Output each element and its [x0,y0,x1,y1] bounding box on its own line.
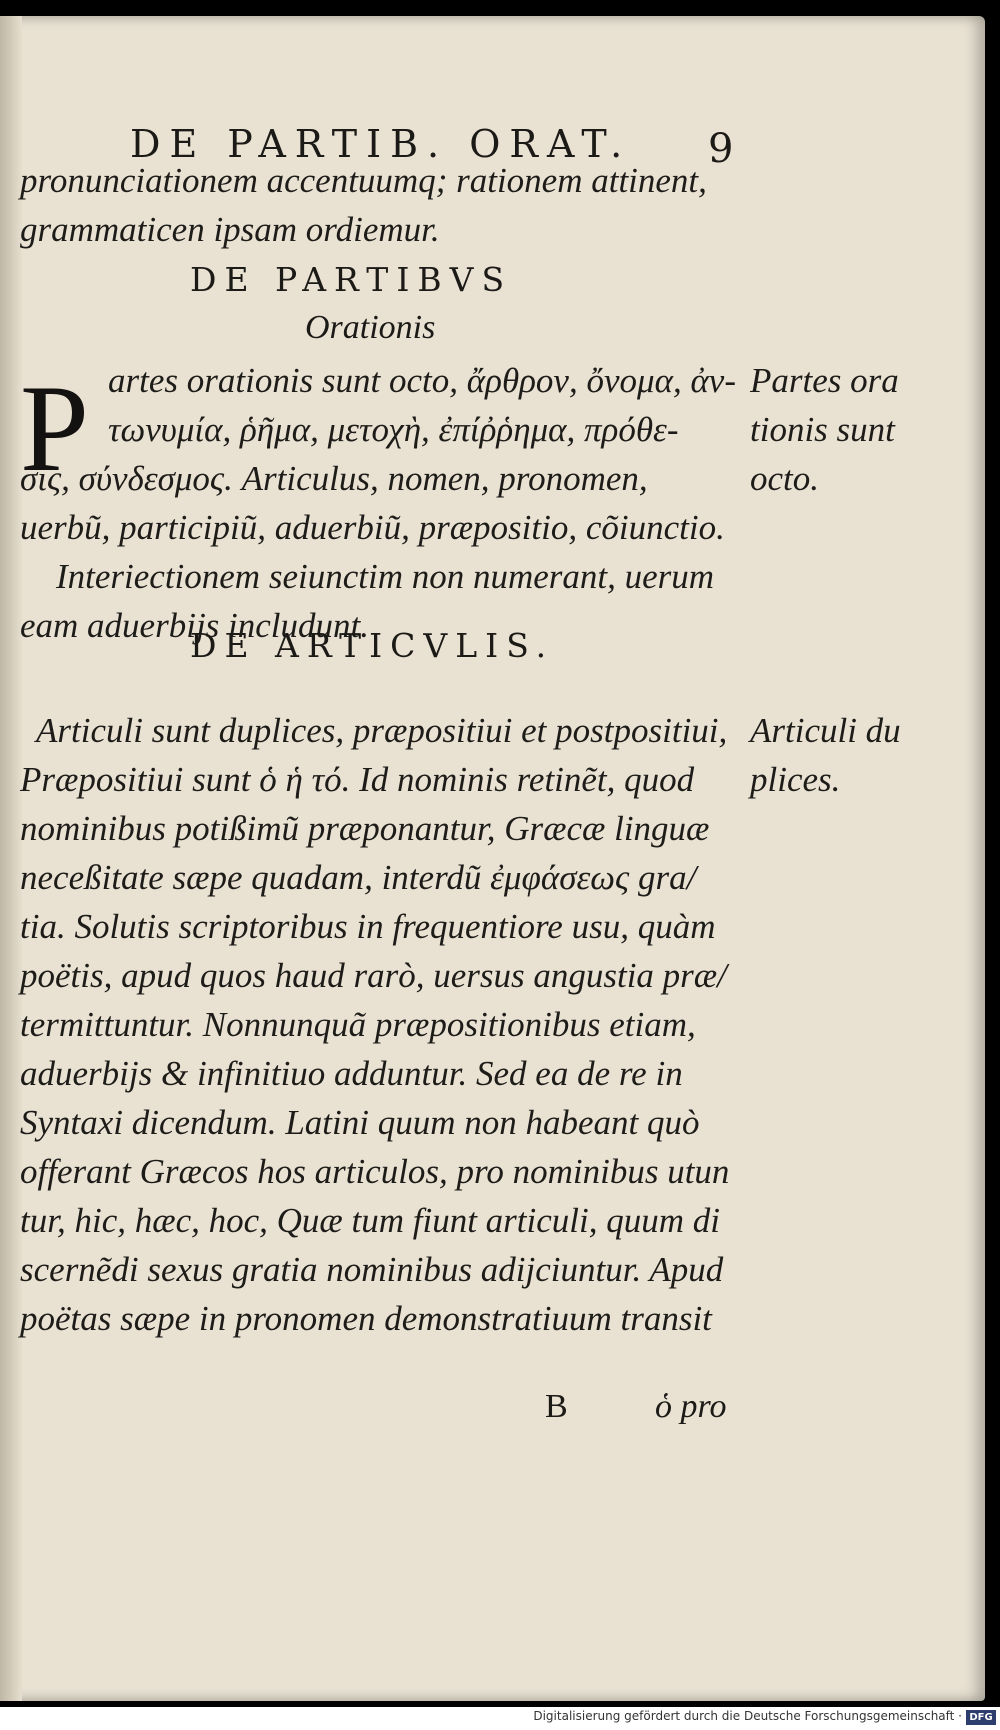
text-line: σις, σύνδεσμος. Articulus, nomen, pronomen, [20,459,648,498]
text-line: nominibus potißimũ præponantur, Græcæ linguæ [20,809,710,848]
text-line: tur, hic, hæc, hoc, Quæ tum fiunt articuli, quum di [20,1201,720,1240]
page-gutter [0,16,22,1701]
text-line: neceßitate sæpe quadam, interdũ ἐμφάσεως gra/ [20,858,697,897]
text-line: grammaticen ipsam ordiemur. [20,210,440,249]
footer-credit: Digitalisierung gefördert durch die Deutsche Forschungsgemeinschaft · [533,1709,962,1723]
text-line: poëtis, apud quos haud rarò, uersus angustia præ/ [20,956,727,995]
margin-note-partes [750,356,899,503]
text-line: offerant Græcos hos articulos, pro nominibus utun [20,1152,730,1191]
margin-line: tionis sunt [750,410,895,449]
text-line: Interiectionem seiunctim non numerant, uerum [56,557,715,596]
digitization-footer [0,1707,1000,1730]
margin-line: plices. [750,760,841,799]
dfg-logo: DFG [966,1710,996,1725]
drop-cap-initial: P [20,360,89,497]
catchword: ὁ pro [655,1388,727,1425]
text-line: Articuli sunt duplices, præpositiui et postpositiui, [36,711,728,750]
margin-line: octo. [750,459,820,498]
text-line: Præpositiui sunt ὁ ἡ τό. Id nominis retinẽt, quod [20,760,695,799]
text-line: τωνυμία, ῥῆμα, μετοχὴ, ἐπίῤῥημα, πρόθε- [108,410,679,449]
signature-mark: B [545,1388,568,1425]
margin-note-articuli [750,706,901,804]
text-line: artes orationis sunt octo, ἄρθρον, ὄνομα, ἀν- [108,361,737,400]
text-line: uerbũ, participiũ, aduerbiũ, præpositio, cõiunctio. [20,508,725,547]
text-line: Syntaxi dicendum. Latini quum non habeant quò [20,1103,700,1142]
section-heading-partibus: DE PARTIBVS [190,260,513,299]
text-line: poëtas sæpe in pronomen demonstratiuum transit [20,1299,712,1338]
running-head: DE PARTIB. ORAT. [130,122,632,166]
margin-line: Articuli du [750,711,901,750]
page-number: 9 [708,126,734,172]
book-page [0,16,985,1701]
text-line: scernẽdi sexus gratia nominibus adijciuntur. Apud [20,1250,724,1289]
text-line: tia. Solutis scriptoribus in frequentiore usu, quàm [20,907,716,946]
section-subheading-orationis: Orationis [305,309,436,346]
text-line: aduerbijs & infinitiuo adduntur. Sed ea de re in [20,1054,683,1093]
text-line: eam aduerbijs includunt. [20,606,369,645]
text-line: pronunciationem accentuumq; rationem attinent, [20,161,707,200]
margin-line: Partes ora [750,361,899,400]
text-line: termittuntur. Nonnunquã præpositionibus etiam, [20,1005,696,1044]
section-heading-articulis: DE ARTICVLIS. [190,626,555,665]
